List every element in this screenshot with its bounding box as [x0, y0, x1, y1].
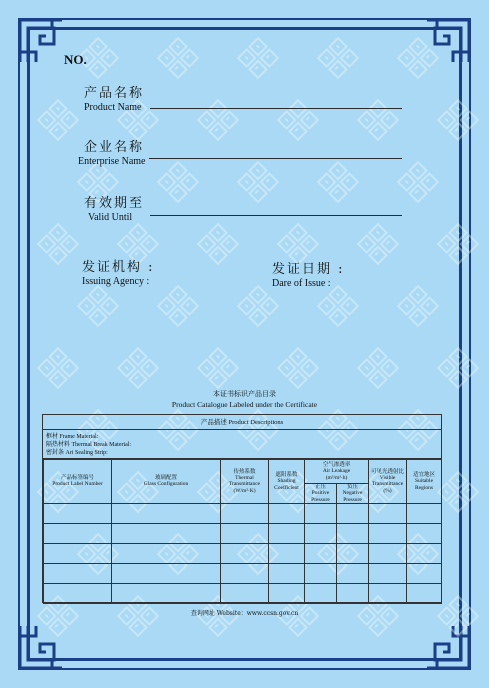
- table-cell: [221, 523, 269, 543]
- table-cell: [44, 583, 112, 603]
- product-data-table: [43, 459, 442, 604]
- table-cell: [369, 523, 407, 543]
- table-cell: [337, 503, 369, 523]
- product-name-label-en: Product Name: [84, 102, 142, 113]
- product-name-field: [84, 82, 144, 113]
- table-cell: [305, 503, 337, 523]
- table-row: [44, 523, 442, 543]
- table-cell: [337, 543, 369, 563]
- date-of-issue-field: [272, 258, 345, 289]
- table-cell: [337, 523, 369, 543]
- table-cell: [407, 503, 442, 523]
- table-cell: [44, 523, 112, 543]
- enterprise-name-label-en: Enterprise Name: [78, 156, 146, 167]
- col-label-number: 产品标签编号 Product Label Number: [44, 460, 112, 504]
- table-cell: [269, 503, 305, 523]
- table-cell: [44, 503, 112, 523]
- col-air-leakage: 空气渗透率 Air Leakage (m³/m²·h): [305, 460, 369, 484]
- date-of-issue-label-en: Dare of Issue :: [272, 278, 331, 289]
- table-cell: [369, 583, 407, 603]
- col-glass-config: 玻璃配置 Glass Configuration: [112, 460, 221, 504]
- col-thermal: 传热系数 Thermal Transmittance (W/m²·K): [221, 460, 269, 504]
- table-cell: [44, 543, 112, 563]
- table-cell: [407, 523, 442, 543]
- table-cell: [369, 503, 407, 523]
- enterprise-name-label-zh: 企业名称: [84, 140, 145, 155]
- table-cell: [44, 563, 112, 583]
- table-cell: [407, 563, 442, 583]
- table-row: [44, 503, 442, 523]
- product-descriptions-header: 产品描述 Product Descriptions: [43, 415, 441, 430]
- corner-ornament-icon: [18, 18, 64, 64]
- table-cell: [269, 583, 305, 603]
- table-cell: [337, 563, 369, 583]
- website-footer: 查询网址 Website：www.ccsn.gov.cn: [190, 610, 299, 617]
- issuing-agency-label-en: Issuing Agency :: [82, 276, 150, 287]
- frame-material-label: 框材 Frame Material:: [46, 434, 99, 440]
- table-cell: [369, 543, 407, 563]
- col-negative-pressure: 负压 Negative Pressure: [337, 484, 369, 504]
- table-cell: [337, 583, 369, 603]
- table-cell: [407, 543, 442, 563]
- table-row: [44, 563, 442, 583]
- product-catalog-table: [42, 414, 442, 603]
- valid-until-line: [150, 215, 402, 216]
- issuing-agency-label-zh: 发证机构 :: [82, 260, 155, 275]
- table-row: [44, 543, 442, 563]
- materials-block: [43, 430, 441, 459]
- certificate-number-label: NO.: [64, 52, 87, 67]
- sealing-strip-label: 密封条 Ari Sealing Strip:: [46, 450, 108, 456]
- valid-until-label-zh: 有效期至: [84, 196, 145, 211]
- table-cell: [269, 563, 305, 583]
- valid-until-field: [84, 192, 144, 223]
- table-header-row: [44, 460, 442, 484]
- issuing-agency-field: [82, 256, 155, 287]
- enterprise-name-field: [78, 136, 145, 167]
- table-cell: [221, 503, 269, 523]
- table-cell: [112, 583, 221, 603]
- date-of-issue-label-zh: 发证日期 :: [272, 262, 345, 277]
- table-row: [44, 583, 442, 603]
- enterprise-name-line: [149, 158, 402, 159]
- table-cell: [369, 563, 407, 583]
- catalog-title-zh: 本证书标识产品目录: [213, 390, 276, 398]
- col-visible: 可见光透射比 Visible Transmittance (%): [369, 460, 407, 504]
- thermal-break-label: 隔热材料 Thermal Break Material:: [46, 442, 132, 448]
- table-cell: [407, 583, 442, 603]
- table-cell: [221, 543, 269, 563]
- table-cell: [305, 563, 337, 583]
- table-cell: [221, 583, 269, 603]
- table-cell: [305, 523, 337, 543]
- col-positive-pressure: 正压 Positive Pressure: [305, 484, 337, 504]
- table-cell: [269, 523, 305, 543]
- table-cell: [305, 583, 337, 603]
- catalog-title: [0, 389, 489, 409]
- table-cell: [112, 523, 221, 543]
- table-cell: [112, 543, 221, 563]
- table-cell: [221, 563, 269, 583]
- catalog-title-en: Product Catalogue Labeled under the Certificate: [171, 400, 318, 409]
- product-name-label-zh: 产品名称: [84, 86, 145, 101]
- col-shading: 遮阳系数 Shading Coefficient: [269, 460, 305, 504]
- product-name-line: [150, 108, 402, 109]
- valid-until-label-en: Valid Until: [88, 212, 133, 223]
- table-cell: [112, 503, 221, 523]
- table-cell: [305, 543, 337, 563]
- col-regions: 适宜地区 Suitable Regions: [407, 460, 442, 504]
- table-cell: [112, 563, 221, 583]
- table-cell: [269, 543, 305, 563]
